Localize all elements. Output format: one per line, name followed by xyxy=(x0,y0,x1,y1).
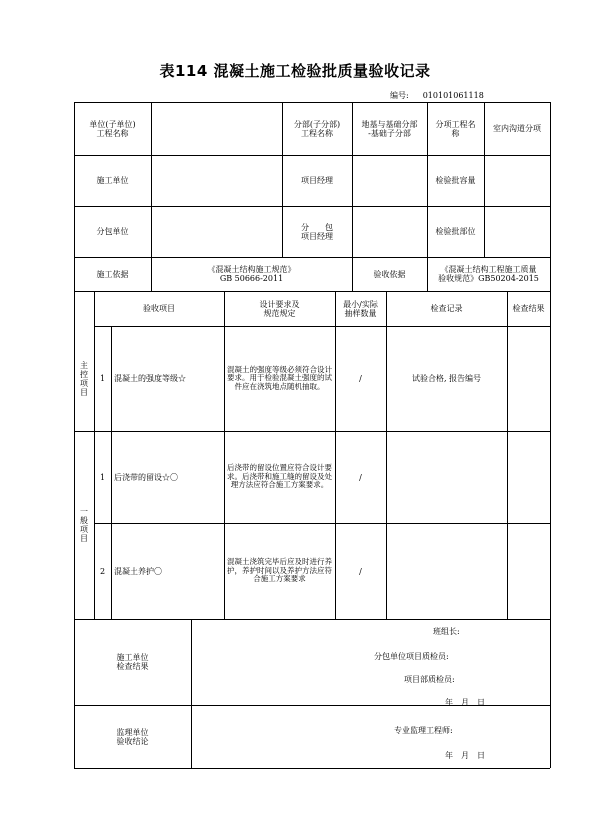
row1-record[interactable]: 试验合格, 报告编号 xyxy=(411,374,482,383)
supervision-date: 年 月 日 xyxy=(445,751,485,760)
row3-sample[interactable]: / xyxy=(359,566,362,576)
construction-date: 年 月 日 xyxy=(445,698,485,707)
col-record-header: 检查记录 xyxy=(430,304,463,313)
division-label: 分部(子分部) 工程名称 xyxy=(293,119,341,138)
sub-inspector-label: 分包单位项目质检员: xyxy=(374,652,449,661)
subcontractor-label: 分包单位 xyxy=(96,227,129,236)
unit-name-label: 单位(子单位) 工程名称 xyxy=(89,119,136,138)
capacity-value[interactable] xyxy=(484,155,550,206)
contractor-value[interactable] xyxy=(151,155,282,206)
row1-sample[interactable]: / xyxy=(359,374,362,383)
row2-no: 1 xyxy=(99,472,106,482)
row1-no: 1 xyxy=(99,374,106,383)
row3-result[interactable] xyxy=(507,523,550,619)
division-value[interactable]: 地基与基础分部 -基础子分部 xyxy=(361,119,418,138)
row2-record[interactable] xyxy=(386,431,507,523)
col-item-header: 验收项目 xyxy=(143,304,175,313)
supervision-engineer-label: 专业监理工程师: xyxy=(394,726,453,735)
row1-name: 混凝土的强度等级☆ xyxy=(114,374,186,383)
code-label: 编号: xyxy=(390,91,409,100)
row2-design: 后浇带的留设位置应符合设计要求。后浇带和施工缝的留设及处理方法应符合施工方案要求。 xyxy=(227,463,332,490)
main-group-label: 主控项目 xyxy=(79,360,89,397)
accept-basis-label: 验收依据 xyxy=(373,269,406,279)
col-result-header: 检查结果 xyxy=(512,304,545,313)
col-design-header: 设计要求及 规范规定 xyxy=(259,299,300,318)
row3-no: 2 xyxy=(99,566,106,576)
basis-value: 《混凝土结构施工规范》 GB 50666-2011 xyxy=(207,265,296,283)
part-value[interactable] xyxy=(484,206,550,257)
page-title: 表114 混凝土施工检验批质量验收记录 xyxy=(159,62,431,80)
accept-basis-value: 《混凝土结构工程施工质量 验收规范》GB50204-2015 xyxy=(438,265,539,283)
pm-label: 项目经理 xyxy=(301,176,333,185)
code-value: 010101061118 xyxy=(422,91,484,100)
contractor-label: 施工单位 xyxy=(96,176,129,185)
item-label: 分项工程名 称 xyxy=(435,119,476,138)
project-inspector-label: 项目部质检员: xyxy=(404,675,455,684)
capacity-label: 检验批容量 xyxy=(435,176,476,185)
pm-value[interactable] xyxy=(352,155,427,206)
col-sample-header: 最小/实际 抽样数量 xyxy=(343,299,378,318)
construction-check-label: 施工单位 检查结果 xyxy=(116,653,149,671)
unit-name-value[interactable] xyxy=(151,102,282,155)
basis-label: 施工依据 xyxy=(96,269,129,279)
row2-name: 后浇带的留设☆〇 xyxy=(114,472,178,482)
item-value[interactable]: 室内沟道分项 xyxy=(493,124,541,133)
row1-result[interactable] xyxy=(507,326,550,431)
row3-name: 混凝土养护〇 xyxy=(114,566,162,576)
row3-design: 混凝土浇筑完毕后应及时进行养护，养护时间以及养护方法应符合施工方案要求 xyxy=(227,557,332,584)
subcontractor-value[interactable] xyxy=(151,206,282,257)
row1-design: 混凝土的强度等级必须符合设计要求。用于检验混凝土强度的试件应在浇筑地点随机抽取。 xyxy=(227,364,332,391)
general-group-label: 一般项目 xyxy=(79,507,89,543)
row2-result[interactable] xyxy=(507,431,550,523)
part-label: 检验批部位 xyxy=(435,227,476,236)
team-leader-label: 班组长: xyxy=(433,627,460,636)
code-line xyxy=(390,90,498,101)
sub-pm-label: 分 包 项目经理 xyxy=(301,222,333,241)
row2-sample[interactable]: / xyxy=(359,472,362,482)
supervision-label: 监理单位 验收结论 xyxy=(116,727,149,746)
row3-record[interactable] xyxy=(386,523,507,619)
sub-pm-value[interactable] xyxy=(352,206,427,257)
